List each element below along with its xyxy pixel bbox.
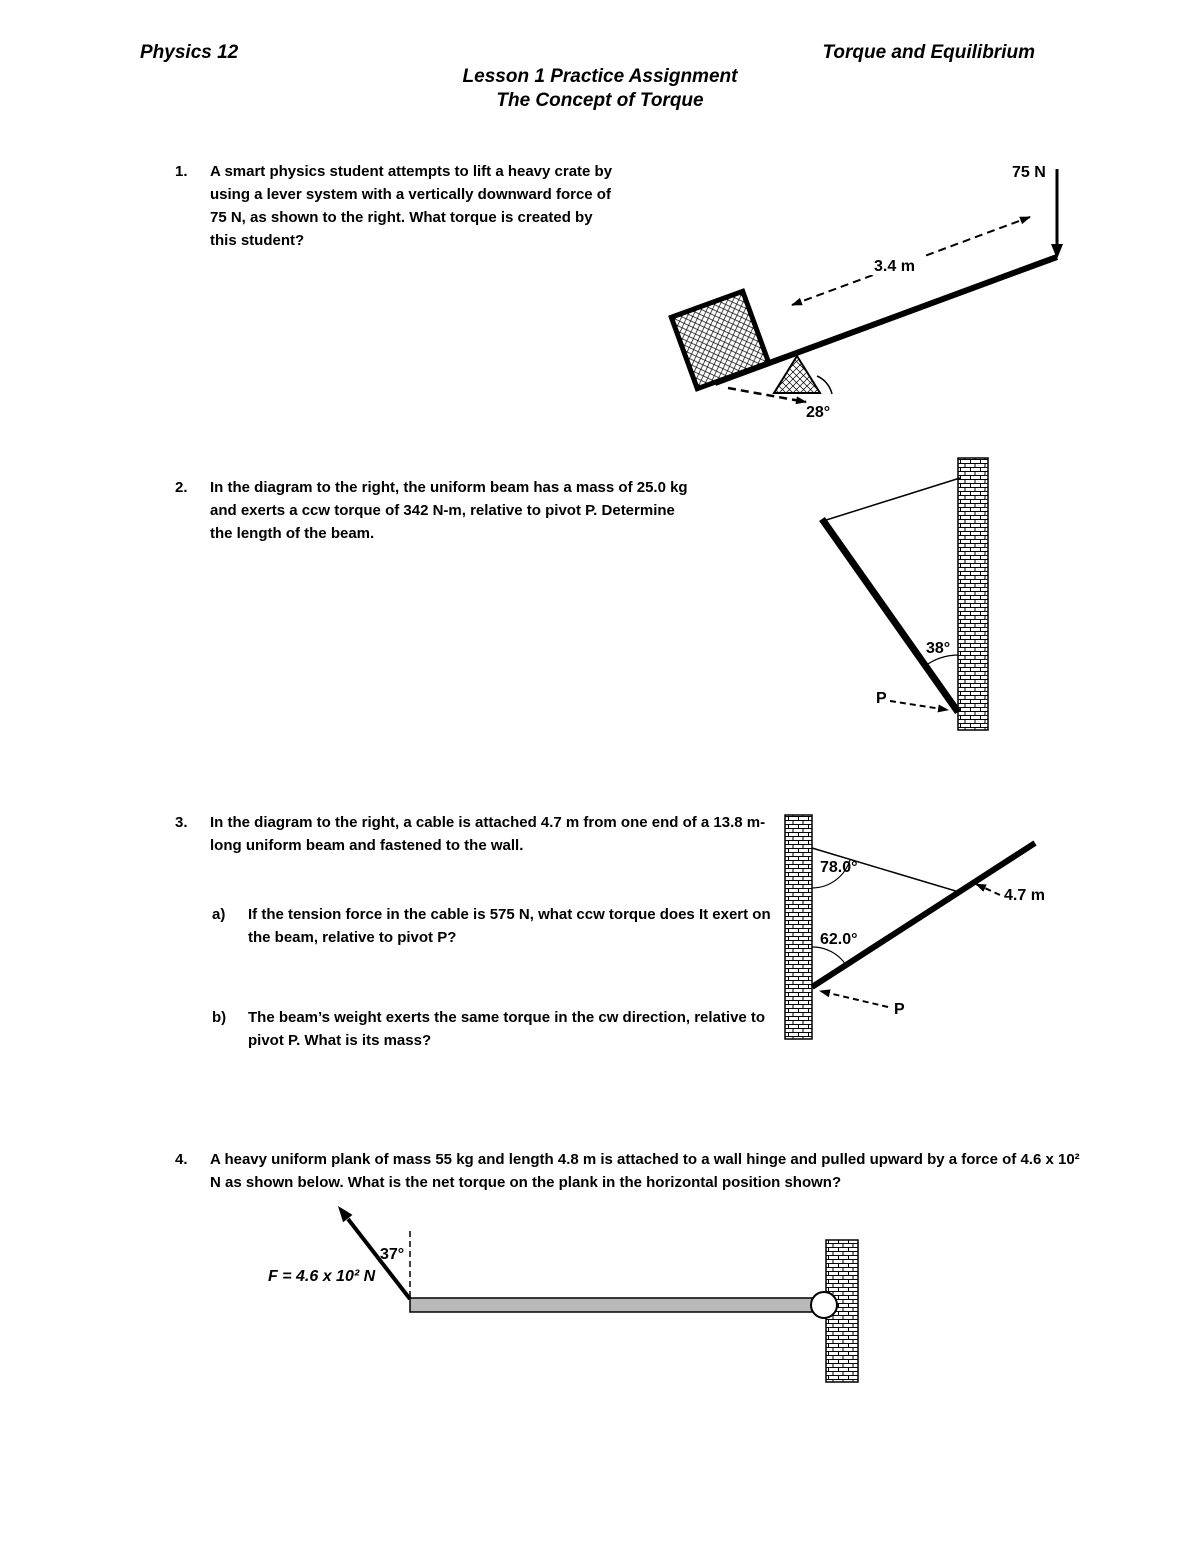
angle-label: 38° [926,640,951,657]
problem-1-text: A smart physics student attempts to lift a heavy crate by using a lever system with a vertically downward force of 75 N, as shown to the right. What torque is created by this student? [210,163,613,249]
diagram-lever-crate [660,155,1090,440]
problem-2-number: 2. [175,479,188,496]
angle-label: 28° [806,404,831,421]
pivot-pointer-arrow [890,701,948,710]
force-value-label: 75 N [1012,164,1046,181]
problem-4-number: 4. [175,1151,188,1168]
force-label: F = 4.6 x 10² N [268,1268,376,1285]
problem-3b-text: The beam’s weight exerts the same torque in the cw direction, relative to pivot P. What is its mass? [248,1009,766,1049]
distance-label: 4.7 m [1004,887,1045,904]
pivot-label: P [876,690,887,707]
assignment-title: Lesson 1 Practice Assignment [462,66,738,87]
assignment-subtitle: The Concept of Torque [496,90,704,111]
diagram-plank-hinge [258,1195,873,1395]
problem-4-text: A heavy uniform plank of mass 55 kg and length 4.8 m is attached to a wall hinge and pulled upward by a force of 4.6 x 10² N as shown below. What is the net torque on the plank in the horizontal position shown? [210,1151,1080,1191]
angle-arc-beam [812,947,846,965]
brick-wall [958,458,988,730]
crate [671,291,768,388]
angle-label: 37° [380,1246,405,1263]
problem-3b-label: b) [212,1009,227,1026]
problem-1-number: 1. [175,163,188,180]
problem-3-number: 3. [175,814,188,831]
unit-title: Torque and Equilibrium [822,42,1035,63]
problem-3a-text: If the tension force in the cable is 575 N, what ccw torque does It exert on the beam, relative to pivot P? [248,906,771,946]
angle-label-beam: 62.0° [820,931,858,948]
problem-3-text: In the diagram to the right, a cable is attached 4.7 m from one end of a 13.8 m-long uniform beam and fastened to the wall. [210,814,766,854]
distance-pointer-arrow [976,884,1000,895]
beam [822,519,958,712]
plank [410,1298,822,1312]
diagram-beam-right-wall [800,455,1000,740]
cable [823,478,960,521]
pivot-label: P [894,1001,905,1018]
distance-label: 3.4 m [874,258,915,275]
hinge [811,1292,837,1318]
pivot-pointer-arrow [820,991,888,1007]
course-title: Physics 12 [140,42,239,63]
brick-wall [785,815,812,1039]
problem-2-text: In the diagram to the right, the uniform beam has a mass of 25.0 kg and exerts a ccw torque of 342 N-m, relative to pivot P. Determine the length of the beam. [210,479,688,542]
problem-3a-label: a) [212,906,226,923]
diagram-beam-left-wall [778,812,1063,1047]
angle-label-cable: 78.0° [820,859,858,876]
